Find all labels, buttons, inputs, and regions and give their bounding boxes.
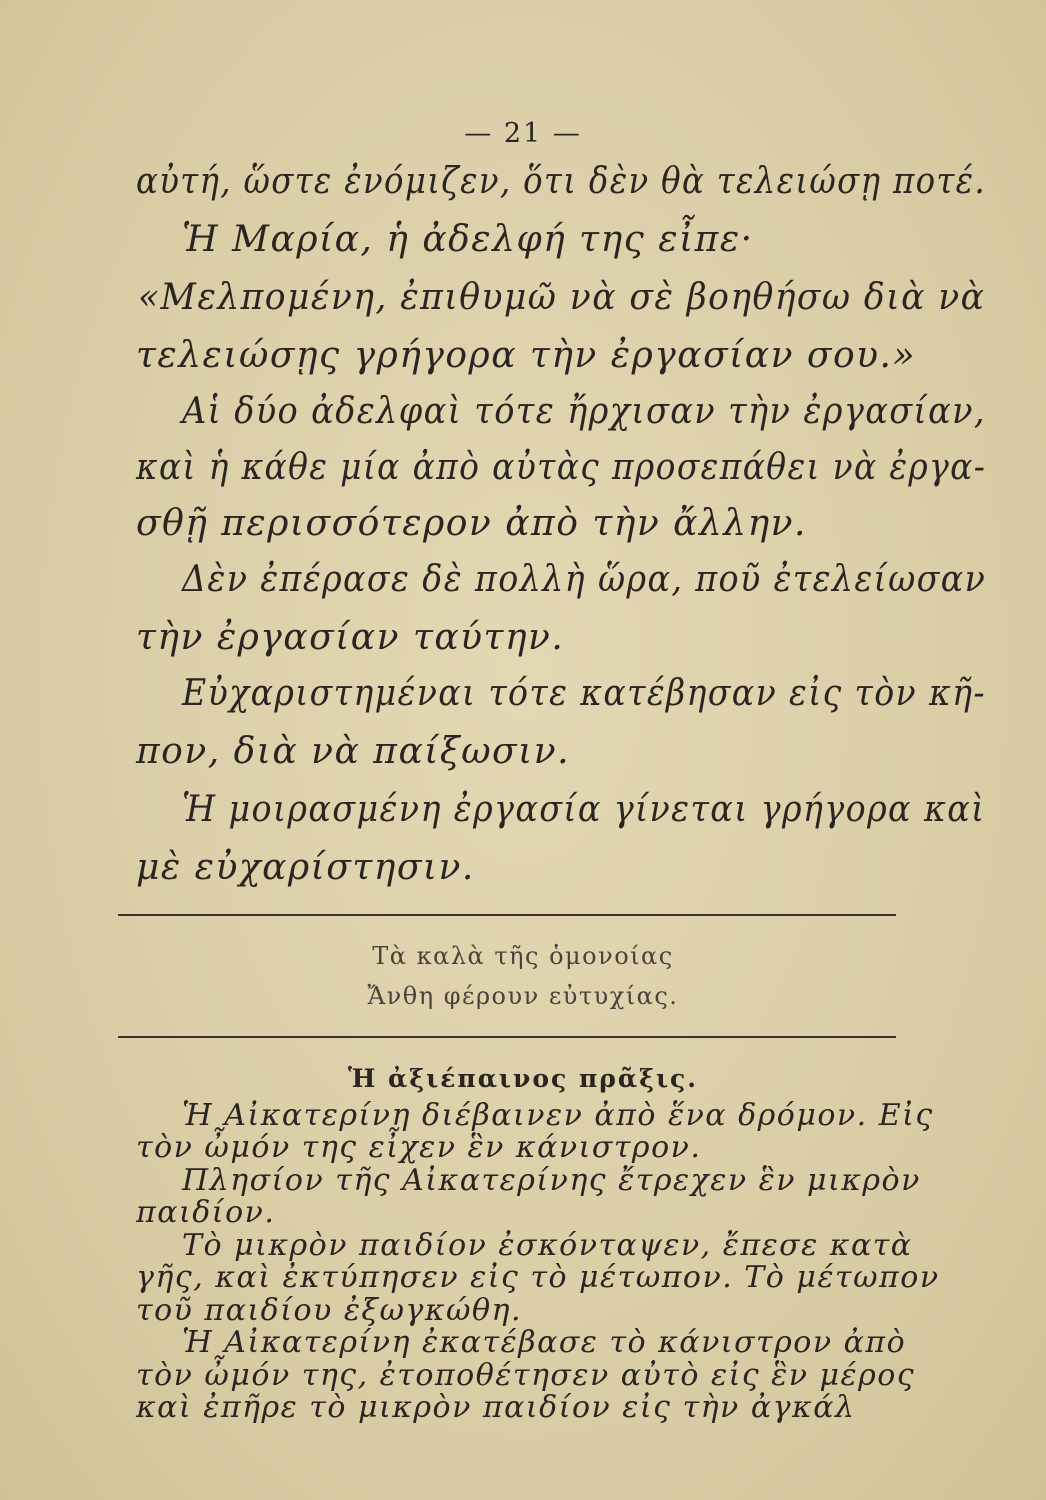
text-line: τὴν ἐργασίαν ταύτην. bbox=[136, 617, 565, 658]
text-line: τὸν ὦμόν της εἶχεν ἓν κάνιστρον. bbox=[136, 1130, 702, 1166]
text-line: πον, διὰ νὰ παίξωσιν. bbox=[136, 731, 571, 772]
text-line: μὲ εὐχαρίστησιν. bbox=[136, 847, 475, 888]
text-line: γῆς, καὶ ἐκτύπησεν εἰς τὸ μέτωπον. Τὸ μέτωπον bbox=[136, 1260, 940, 1296]
text-line: Ἡ μοιρασμένη ἐργασία γίνεται γρήγορα καὶ bbox=[182, 789, 986, 830]
verse-line: Τὰ καλὰ τῆς ὁμονοίας bbox=[372, 942, 674, 970]
verse-line: Ἄνθη φέρουν εὐτυχίας. bbox=[367, 982, 679, 1010]
text-line: «Μελπομένη, ἐπιθυμῶ νὰ σὲ βοηθήσω διὰ νὰ bbox=[138, 277, 986, 318]
text-line: Πλησίον τῆς Αἰκατερίνης ἔτρεχεν ἓν μικρὸν bbox=[182, 1162, 921, 1198]
text-line: τὸν ὦμόν της, ἐτοποθέτησεν αὐτὸ εἰς ἓν μέρος bbox=[136, 1357, 916, 1393]
page-number: — 21 — bbox=[464, 118, 582, 149]
text-line: Ἡ Αἰκατερίνη διέβαινεν ἀπὸ ἕνα δρόμον. Εἰς bbox=[182, 1098, 934, 1133]
text-line: Αἱ δύο ἀδελφαὶ τότε ἤρχισαν τὴν ἐργασίαν, bbox=[182, 391, 986, 432]
text-line: Εὐχαριστημέναι τότε κατέβησαν εἰς τὸν κῆ- bbox=[182, 673, 986, 714]
divider-rule bbox=[118, 1036, 896, 1038]
text-line: καὶ ἡ κάθε μία ἀπὸ αὐτὰς προσεπάθει νὰ ἐργα- bbox=[136, 447, 987, 488]
text-line: αὐτή, ὥστε ἐνόμιζεν, ὅτι δὲν θὰ τελειώσῃ ποτέ. bbox=[136, 161, 987, 202]
text-line: τοῦ παιδίου ἐξωγκώθη. bbox=[136, 1292, 523, 1328]
section-title: Ἡ ἀξιέπαινος πρᾶξις. bbox=[348, 1064, 698, 1093]
text-line: τελειώσῃς γρήγορα τὴν ἐργασίαν σου.» bbox=[136, 335, 916, 376]
text-line: παιδίον. bbox=[136, 1195, 276, 1231]
divider-rule bbox=[118, 914, 896, 916]
text-line: καὶ ἐπῆρε τὸ μικρὸν παιδίον εἰς τὴν ἀγκάλ bbox=[136, 1390, 856, 1425]
text-line: Δὲν ἐπέρασε δὲ πολλὴ ὥρα, ποῦ ἐτελείωσαν bbox=[182, 559, 987, 600]
text-line: Τὸ μικρὸν παιδίον ἐσκόνταψεν, ἔπεσε κατὰ bbox=[182, 1227, 913, 1263]
text-line: Ἡ Αἰκατερίνη ἐκατέβασε τὸ κάνιστρον ἀπὸ bbox=[182, 1325, 907, 1361]
text-line: σθῇ περισσότερον ἀπὸ τὴν ἄλλην. bbox=[136, 503, 807, 544]
text-line: Ἡ Μαρία, ἡ ἀδελφή της εἶπε· bbox=[182, 219, 754, 260]
